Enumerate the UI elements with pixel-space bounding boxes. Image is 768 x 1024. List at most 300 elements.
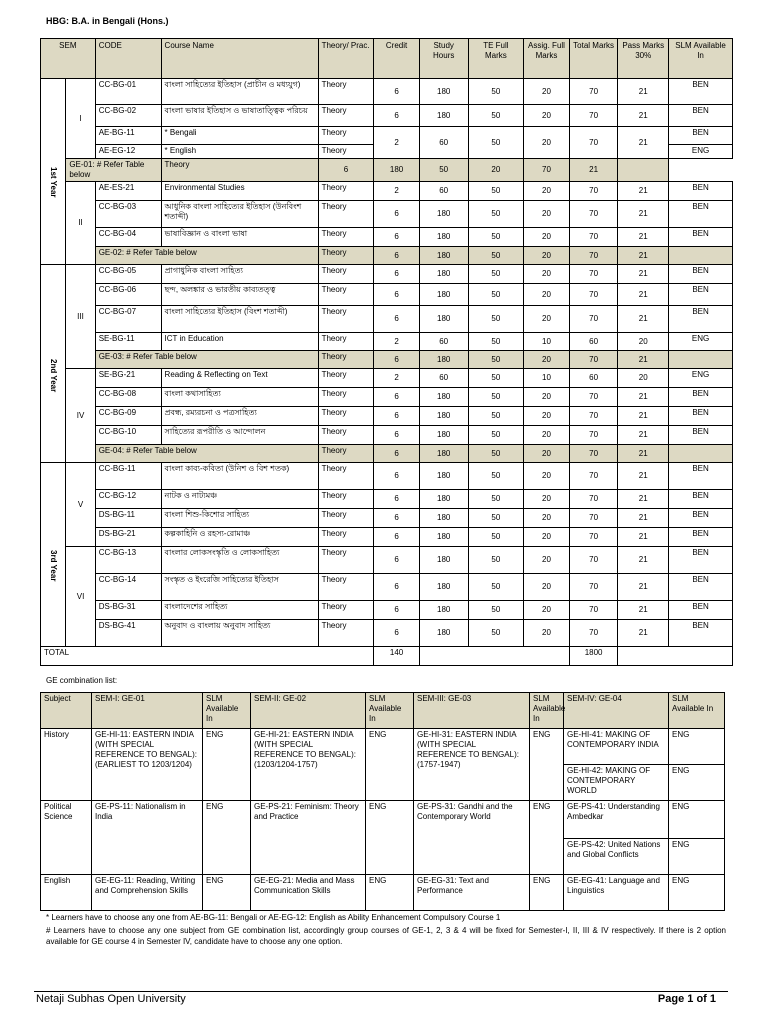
study-hours: 60 xyxy=(419,127,468,159)
ge-cell-l1: ENG xyxy=(203,875,251,911)
assig-full-marks: 20 xyxy=(468,159,524,182)
course-credit: 6 xyxy=(374,201,420,228)
year-label-cell xyxy=(41,79,66,265)
assig-full-marks: 20 xyxy=(524,547,570,574)
slm-language: BEN xyxy=(669,528,733,547)
study-hours: 180 xyxy=(419,79,468,105)
assig-full-marks: 20 xyxy=(524,388,570,407)
course-credit: 6 xyxy=(318,159,374,182)
ge-cell-s4a: GE-PS-41: Understanding Ambedkar xyxy=(564,801,669,839)
course-row xyxy=(41,201,733,228)
te-full-marks: 50 xyxy=(468,620,524,647)
te-full-marks: 50 xyxy=(468,228,524,247)
slm-language: BEN xyxy=(669,509,733,528)
slm-language xyxy=(669,445,733,463)
slm-language xyxy=(669,247,733,265)
te-full-marks: 50 xyxy=(468,369,524,388)
course-name: বাংলা সাহিত্যের ইতিহাস (বিংশ শতাব্দী) xyxy=(161,306,318,333)
pass-marks: 21 xyxy=(618,509,669,528)
assig-full-marks: 20 xyxy=(524,426,570,445)
ge-header-slm1: SLM Available In xyxy=(203,693,251,729)
slm-language: BEN xyxy=(669,426,733,445)
course-type: Theory xyxy=(318,547,374,574)
course-row xyxy=(41,528,733,547)
course-type: Theory xyxy=(318,528,374,547)
course-code: CC-BG-11 xyxy=(95,463,161,490)
course-type: Theory xyxy=(318,369,374,388)
year-label: 2nd Year xyxy=(49,358,59,392)
slm-language: BEN xyxy=(669,574,733,601)
slm-language: BEN xyxy=(669,620,733,647)
footer-university: Netaji Subhas Open University xyxy=(36,993,186,1005)
pass-marks: 21 xyxy=(618,228,669,247)
total-marks: 70 xyxy=(569,247,618,265)
study-hours: 60 xyxy=(419,333,468,351)
te-full-marks: 50 xyxy=(468,333,524,351)
assig-full-marks: 20 xyxy=(524,351,570,369)
ge-cell-s2: GE-HI-21: EASTERN INDIA (WITH SPECIAL REFERENCE TO BENGAL): (1203/1204-1757) xyxy=(251,729,366,801)
course-credit: 6 xyxy=(374,509,420,528)
slm-language: BEN xyxy=(669,490,733,509)
course-row xyxy=(41,159,733,182)
course-code: CC-BG-09 xyxy=(95,407,161,426)
course-name: Reading & Reflecting on Text xyxy=(161,369,318,388)
course-credit: 6 xyxy=(374,490,420,509)
ge-header-sem4: SEM-IV: GE-04 xyxy=(564,693,669,729)
course-code: CC-BG-08 xyxy=(95,388,161,407)
semester-label: V xyxy=(66,463,95,547)
total-marks: 70 xyxy=(569,509,618,528)
study-hours: 180 xyxy=(419,445,468,463)
assig-full-marks: 10 xyxy=(524,369,570,388)
course-name: সাহিত্যের রূপরীতি ও আন্দোলন xyxy=(161,426,318,445)
course-credit: 6 xyxy=(374,79,420,105)
assig-full-marks: 20 xyxy=(524,574,570,601)
total-marks: 60 xyxy=(569,333,618,351)
ge-cell-l4a: ENG xyxy=(669,801,725,839)
assig-full-marks: 20 xyxy=(524,105,570,127)
course-type: Theory xyxy=(318,201,374,228)
assig-full-marks: 20 xyxy=(524,509,570,528)
course-name: Environmental Studies xyxy=(161,182,318,201)
year-label: 3rd Year xyxy=(49,549,59,581)
pass-marks: 21 xyxy=(618,105,669,127)
ge-cell-s2: GE-PS-21: Feminism: Theory and Practice xyxy=(251,801,366,875)
course-name: বাংলা কথাসাহিত্য xyxy=(161,388,318,407)
semester-label: III xyxy=(66,265,95,369)
study-hours: 60 xyxy=(419,369,468,388)
course-code: AE-ES-21 xyxy=(95,182,161,201)
ge-refer-cell: GE-03: # Refer Table below xyxy=(95,351,318,369)
course-code: SE-BG-11 xyxy=(95,333,161,351)
course-row xyxy=(41,407,733,426)
course-code: CC-BG-01 xyxy=(95,79,161,105)
course-row xyxy=(41,265,733,284)
ge-row-political xyxy=(41,801,725,839)
total-marks: 70 xyxy=(569,528,618,547)
te-full-marks: 50 xyxy=(468,105,524,127)
assig-full-marks: 20 xyxy=(524,284,570,306)
course-name: ছন্দ, অলঙ্কার ও ভারতীয় কাব্যতত্ত্ব xyxy=(161,284,318,306)
course-code: CC-BG-03 xyxy=(95,201,161,228)
ge-cell-s3: GE-HI-31: EASTERN INDIA (WITH SPECIAL REFERENCE TO BENGAL): (1757-1947) xyxy=(414,729,530,801)
course-row xyxy=(41,105,733,127)
course-type: Theory xyxy=(318,79,374,105)
course-type: Theory xyxy=(318,509,374,528)
slm-language: BEN xyxy=(669,182,733,201)
ge-cell-s4a: GE-HI-41: MAKING OF CONTEMPORARY INDIA xyxy=(564,729,669,765)
te-full-marks: 50 xyxy=(468,284,524,306)
course-row xyxy=(41,574,733,601)
course-row xyxy=(41,620,733,647)
pass-marks: 21 xyxy=(618,284,669,306)
study-hours: 60 xyxy=(419,182,468,201)
course-name: বাংলা ভাষার ইতিহাস ও ভাষাতাত্ত্বিক পরিচয় xyxy=(161,105,318,127)
semester-label: I xyxy=(66,79,95,159)
header-te-marks: TE Full Marks xyxy=(468,39,524,79)
assig-full-marks: 20 xyxy=(524,127,570,159)
te-full-marks: 50 xyxy=(468,601,524,620)
ge-header-slm3: SLM Available In xyxy=(530,693,564,729)
total-marks: 70 xyxy=(569,284,618,306)
total-marks: 70 xyxy=(569,105,618,127)
course-type: Theory xyxy=(318,490,374,509)
total-empty xyxy=(618,647,733,666)
course-credit: 6 xyxy=(374,445,420,463)
course-type: Theory xyxy=(318,620,374,647)
semester-label: IV xyxy=(66,369,95,463)
course-code: CC-BG-06 xyxy=(95,284,161,306)
study-hours: 180 xyxy=(419,407,468,426)
course-structure-table xyxy=(40,38,733,666)
year-label-cell xyxy=(41,463,66,647)
course-name: বাংলাদেশের সাহিত্য xyxy=(161,601,318,620)
note-aecc: * Learners have to choose any one from AE-BG-11: Bengali or AE-EG-12: English as Ability Enhancement Compulsory Course 1 xyxy=(46,913,501,922)
course-code: AE-BG-11 xyxy=(95,127,161,145)
assig-full-marks: 20 xyxy=(524,490,570,509)
slm-language: BEN xyxy=(669,228,733,247)
header-slm: SLM Available In xyxy=(669,39,733,79)
te-full-marks: 50 xyxy=(468,426,524,445)
total-marks: 70 xyxy=(569,547,618,574)
course-row xyxy=(41,388,733,407)
study-hours: 180 xyxy=(374,159,420,182)
total-marks: 70 xyxy=(569,265,618,284)
course-type: Theory xyxy=(318,247,374,265)
course-type: Theory xyxy=(318,351,374,369)
slm-language: ENG xyxy=(669,145,733,159)
assig-full-marks: 20 xyxy=(524,247,570,265)
course-credit: 2 xyxy=(374,127,420,159)
course-type: Theory xyxy=(318,145,374,159)
course-credit: 2 xyxy=(374,369,420,388)
course-row xyxy=(41,127,733,145)
total-marks: 70 xyxy=(569,351,618,369)
header-code: CODE xyxy=(95,39,161,79)
te-full-marks: 50 xyxy=(468,574,524,601)
course-row xyxy=(41,247,733,265)
course-row xyxy=(41,351,733,369)
course-credit: 6 xyxy=(374,228,420,247)
study-hours: 180 xyxy=(419,574,468,601)
slm-language: BEN xyxy=(669,127,733,145)
ge-cell-l2: ENG xyxy=(366,729,414,801)
course-credit: 6 xyxy=(374,105,420,127)
course-row xyxy=(41,182,733,201)
ge-refer-cell: GE-04: # Refer Table below xyxy=(95,445,318,463)
course-credit: 6 xyxy=(374,284,420,306)
total-marks: 70 xyxy=(524,159,570,182)
course-credit: 6 xyxy=(374,601,420,620)
total-credit: 140 xyxy=(374,647,420,666)
course-row xyxy=(41,284,733,306)
course-type: Theory xyxy=(161,159,318,182)
pass-marks: 21 xyxy=(618,426,669,445)
total-empty xyxy=(419,647,569,666)
total-marks: 70 xyxy=(569,426,618,445)
total-marks: 70 xyxy=(569,445,618,463)
total-marks: 70 xyxy=(569,228,618,247)
assig-full-marks: 20 xyxy=(524,407,570,426)
total-marks: 70 xyxy=(569,620,618,647)
assig-full-marks: 20 xyxy=(524,201,570,228)
assig-full-marks: 20 xyxy=(524,620,570,647)
course-credit: 6 xyxy=(374,426,420,445)
course-type: Theory xyxy=(318,388,374,407)
pass-marks: 21 xyxy=(618,182,669,201)
te-full-marks: 50 xyxy=(468,463,524,490)
document-title: HBG: B.A. in Bengali (Hons.) xyxy=(46,16,169,26)
total-marks: 70 xyxy=(569,306,618,333)
te-full-marks: 50 xyxy=(468,182,524,201)
slm-language xyxy=(669,351,733,369)
pass-marks: 21 xyxy=(618,247,669,265)
course-code: DS-BG-21 xyxy=(95,528,161,547)
pass-marks: 21 xyxy=(569,159,618,182)
semester-label: II xyxy=(66,182,95,265)
course-credit: 6 xyxy=(374,528,420,547)
ge-cell-subject: English xyxy=(41,875,92,911)
pass-marks: 21 xyxy=(618,127,669,159)
total-marks: 70 xyxy=(569,601,618,620)
total-marks: 70 xyxy=(569,388,618,407)
pass-marks: 20 xyxy=(618,369,669,388)
te-full-marks: 50 xyxy=(468,127,524,159)
te-full-marks: 50 xyxy=(468,445,524,463)
course-credit: 6 xyxy=(374,306,420,333)
slm-language: BEN xyxy=(669,79,733,105)
study-hours: 180 xyxy=(419,228,468,247)
ge-header-sem3: SEM-III: GE-03 xyxy=(414,693,530,729)
study-hours: 180 xyxy=(419,265,468,284)
total-marks: 70 xyxy=(569,490,618,509)
course-type: Theory xyxy=(318,228,374,247)
total-marks: 70 xyxy=(569,574,618,601)
course-code: SE-BG-21 xyxy=(95,369,161,388)
slm-language: BEN xyxy=(669,284,733,306)
course-name: অনুবাদ ও বাংলায় অনুবাদ সাহিত্য xyxy=(161,620,318,647)
ge-cell-s3: GE-PS-31: Gandhi and the Contemporary World xyxy=(414,801,530,875)
year-label-cell xyxy=(41,265,66,463)
course-name: বাংলা শিশু-কিশোর সাহিত্য xyxy=(161,509,318,528)
ge-refer-cell: GE-01: # Refer Table below xyxy=(66,159,161,182)
study-hours: 180 xyxy=(419,247,468,265)
course-name: প্রাগাধুনিক বাংলা সাহিত্য xyxy=(161,265,318,284)
pass-marks: 21 xyxy=(618,407,669,426)
course-code: CC-BG-13 xyxy=(95,547,161,574)
slm-language: BEN xyxy=(669,601,733,620)
te-full-marks: 50 xyxy=(468,351,524,369)
course-type: Theory xyxy=(318,306,374,333)
assig-full-marks: 20 xyxy=(524,445,570,463)
total-marks: 70 xyxy=(569,79,618,105)
slm-language: BEN xyxy=(669,265,733,284)
ge-refer-cell: GE-02: # Refer Table below xyxy=(95,247,318,265)
course-credit: 2 xyxy=(374,182,420,201)
assig-full-marks: 20 xyxy=(524,601,570,620)
course-name: ICT in Education xyxy=(161,333,318,351)
course-code: CC-BG-02 xyxy=(95,105,161,127)
ge-cell-l2: ENG xyxy=(366,875,414,911)
course-row xyxy=(41,509,733,528)
course-row xyxy=(41,445,733,463)
ge-header-sem2: SEM-II: GE-02 xyxy=(251,693,366,729)
course-name: * Bengali xyxy=(161,127,318,145)
course-row xyxy=(41,490,733,509)
slm-language: BEN xyxy=(669,547,733,574)
ge-subject: Political Science xyxy=(41,801,92,875)
pass-marks: 21 xyxy=(618,547,669,574)
course-code: DS-BG-11 xyxy=(95,509,161,528)
slm-language: ENG xyxy=(669,333,733,351)
course-code: CC-BG-07 xyxy=(95,306,161,333)
study-hours: 180 xyxy=(419,620,468,647)
total-marks: 70 xyxy=(569,463,618,490)
ge-cell-l3: ENG xyxy=(530,801,564,875)
slm-language: BEN xyxy=(669,388,733,407)
pass-marks: 21 xyxy=(618,528,669,547)
pass-marks: 21 xyxy=(618,201,669,228)
course-row xyxy=(41,79,733,105)
ge-row-history xyxy=(41,729,725,765)
study-hours: 180 xyxy=(419,547,468,574)
course-credit: 6 xyxy=(374,265,420,284)
slm-language: BEN xyxy=(669,201,733,228)
course-name: ভাষাবিজ্ঞান ও বাংলা ভাষা xyxy=(161,228,318,247)
ge-cell-l4: ENG xyxy=(669,875,725,911)
course-code: CC-BG-12 xyxy=(95,490,161,509)
assig-full-marks: 20 xyxy=(524,182,570,201)
ge-cell-s1: GE-PS-11: Nationalism in India xyxy=(92,801,203,875)
assig-full-marks: 20 xyxy=(524,528,570,547)
te-full-marks: 50 xyxy=(468,490,524,509)
header-credit: Credit xyxy=(374,39,420,79)
total-label: TOTAL xyxy=(41,647,374,666)
study-hours: 180 xyxy=(419,284,468,306)
course-row xyxy=(41,333,733,351)
header-row xyxy=(41,39,733,79)
course-credit: 6 xyxy=(374,247,420,265)
header-total-marks: Total Marks xyxy=(569,39,618,79)
course-name: বাংলা সাহিত্যের ইতিহাস (প্রাচীন ও মধ্যযুগ) xyxy=(161,79,318,105)
te-full-marks: 50 xyxy=(468,407,524,426)
ge-list-title: GE combination list: xyxy=(46,676,118,685)
course-credit: 6 xyxy=(374,407,420,426)
ge-cell-l4a: ENG xyxy=(669,729,725,765)
total-row xyxy=(41,647,733,666)
te-full-marks: 50 xyxy=(468,388,524,407)
course-name: * English xyxy=(161,145,318,159)
ge-cell-l1: ENG xyxy=(203,729,251,801)
course-name: বাংলা কাব্য-কবিতা (উনিশ ও বিশ শতক) xyxy=(161,463,318,490)
course-name: বাংলার লোকসংস্কৃতি ও লোকসাহিত্য xyxy=(161,547,318,574)
study-hours: 180 xyxy=(419,490,468,509)
slm-language: BEN xyxy=(669,306,733,333)
course-credit: 6 xyxy=(374,547,420,574)
total-marks: 1800 xyxy=(569,647,618,666)
ge-cell-l4b: ENG xyxy=(669,765,725,801)
study-hours: 180 xyxy=(419,426,468,445)
header-type: Theory/ Prac. xyxy=(318,39,374,79)
pass-marks: 21 xyxy=(618,79,669,105)
ge-header-slm2: SLM Available In xyxy=(366,693,414,729)
te-full-marks: 50 xyxy=(468,201,524,228)
course-code: DS-BG-31 xyxy=(95,601,161,620)
course-name: কল্পকাহিনি ও রহস্য-রোমাঞ্চ xyxy=(161,528,318,547)
ge-header-subject: Subject xyxy=(41,693,92,729)
course-name: সংস্কৃত ও ইংরেজি সাহিত্যের ইতিহাস xyxy=(161,574,318,601)
pass-marks: 21 xyxy=(618,620,669,647)
course-credit: 6 xyxy=(374,463,420,490)
slm-language: BEN xyxy=(669,407,733,426)
te-full-marks: 50 xyxy=(468,79,524,105)
course-type: Theory xyxy=(318,574,374,601)
course-code: CC-BG-05 xyxy=(95,265,161,284)
pass-marks: 21 xyxy=(618,306,669,333)
te-full-marks: 50 xyxy=(468,528,524,547)
course-type: Theory xyxy=(318,284,374,306)
course-row xyxy=(41,369,733,388)
te-full-marks: 50 xyxy=(468,265,524,284)
header-course-name: Course Name xyxy=(161,39,318,79)
header-study-hours: Study Hours xyxy=(419,39,468,79)
course-type: Theory xyxy=(318,426,374,445)
pass-marks: 21 xyxy=(618,574,669,601)
course-type: Theory xyxy=(318,463,374,490)
total-marks: 70 xyxy=(569,127,618,159)
te-full-marks: 50 xyxy=(468,247,524,265)
course-row xyxy=(41,228,733,247)
header-pass-marks: Pass Marks 30% xyxy=(618,39,669,79)
ge-cell-l1: ENG xyxy=(203,801,251,875)
course-credit: 6 xyxy=(374,351,420,369)
assig-full-marks: 20 xyxy=(524,463,570,490)
study-hours: 180 xyxy=(419,463,468,490)
course-type: Theory xyxy=(318,182,374,201)
pass-marks: 21 xyxy=(618,265,669,284)
slm-language: BEN xyxy=(669,105,733,127)
study-hours: 180 xyxy=(419,201,468,228)
study-hours: 180 xyxy=(419,351,468,369)
slm-language xyxy=(618,159,669,182)
ge-combination-table xyxy=(40,692,725,911)
ge-subject: History xyxy=(41,729,92,801)
study-hours: 180 xyxy=(419,105,468,127)
course-row xyxy=(41,463,733,490)
pass-marks: 21 xyxy=(618,463,669,490)
course-row xyxy=(41,306,733,333)
study-hours: 180 xyxy=(419,306,468,333)
